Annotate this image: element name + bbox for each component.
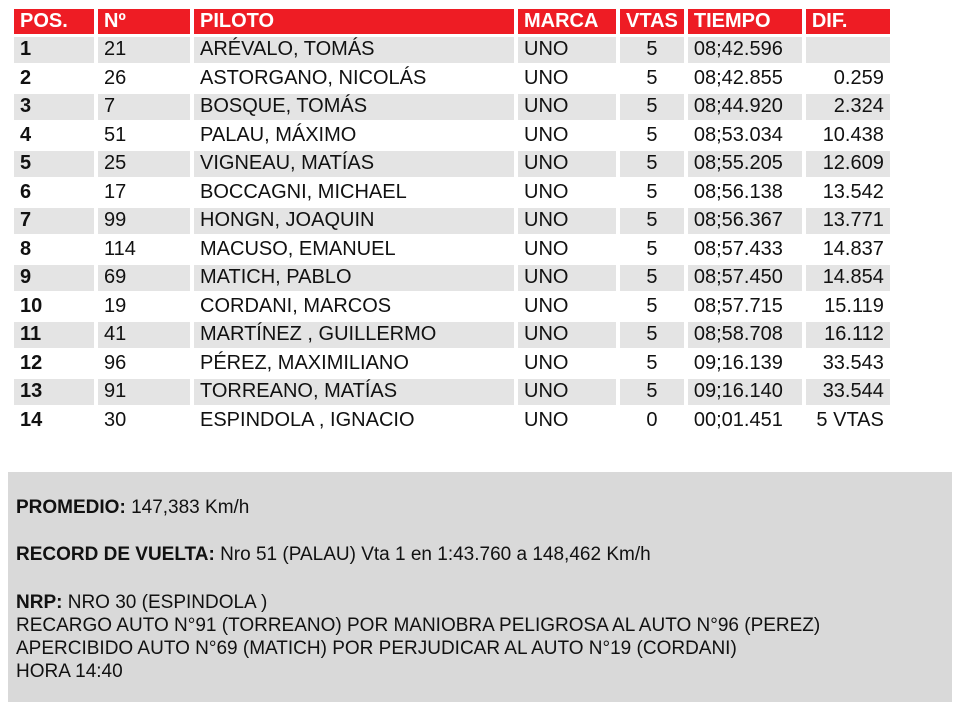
results-body (14, 37, 890, 433)
nrp-label: NRP: (16, 592, 63, 613)
cell-dif: 5 VTAS (806, 408, 890, 434)
record-label: RECORD DE VUELTA: (16, 544, 215, 565)
table-row (14, 265, 890, 291)
cell-number: 99 (98, 208, 190, 234)
cell-pos: 11 (14, 322, 94, 348)
cell-tiempo: 08;55.205 (688, 151, 802, 177)
cell-dif: 12.609 (806, 151, 890, 177)
table-row (14, 351, 890, 377)
cell-tiempo: 09;16.139 (688, 351, 802, 377)
cell-piloto: MARTÍNEZ , GUILLERMO (194, 322, 514, 348)
header-num: Nº (98, 9, 190, 34)
hora-line: HORA 14:40 (16, 661, 123, 682)
cell-marca: UNO (518, 180, 616, 206)
cell-pos: 12 (14, 351, 94, 377)
cell-tiempo: 08;57.433 (688, 237, 802, 263)
cell-marca: UNO (518, 322, 616, 348)
cell-vtas: 5 (620, 37, 684, 63)
table-row (14, 66, 890, 92)
record-value: Nro 51 (PALAU) Vta 1 en 1:43.760 a 148,462 Km/h (220, 544, 651, 565)
cell-dif: 14.837 (806, 237, 890, 263)
cell-piloto: MATICH, PABLO (194, 265, 514, 291)
promedio-label: PROMEDIO: (16, 497, 126, 518)
cell-number: 26 (98, 66, 190, 92)
table-row (14, 408, 890, 434)
record-line (16, 543, 651, 566)
cell-marca: UNO (518, 123, 616, 149)
cell-marca: UNO (518, 265, 616, 291)
cell-tiempo: 08;44.920 (688, 94, 802, 120)
cell-piloto: VIGNEAU, MATÍAS (194, 151, 514, 177)
cell-vtas: 5 (620, 294, 684, 320)
cell-vtas: 5 (620, 151, 684, 177)
cell-dif: 13.771 (806, 208, 890, 234)
cell-piloto: ASTORGANO, NICOLÁS (194, 66, 514, 92)
cell-number: 25 (98, 151, 190, 177)
cell-marca: UNO (518, 66, 616, 92)
table-row (14, 180, 890, 206)
cell-tiempo: 08;42.596 (688, 37, 802, 63)
cell-pos: 1 (14, 37, 94, 63)
cell-pos: 10 (14, 294, 94, 320)
cell-number: 21 (98, 37, 190, 63)
cell-tiempo: 09;16.140 (688, 379, 802, 405)
cell-piloto: BOCCAGNI, MICHAEL (194, 180, 514, 206)
cell-number: 7 (98, 94, 190, 120)
cell-vtas: 5 (620, 265, 684, 291)
cell-number: 91 (98, 379, 190, 405)
cell-tiempo: 08;57.715 (688, 294, 802, 320)
cell-piloto: PÉREZ, MAXIMILIANO (194, 351, 514, 377)
cell-pos: 13 (14, 379, 94, 405)
apercibido-line: APERCIBIDO AUTO N°69 (MATICH) POR PERJUDICAR AL AUTO N°19 (CORDANI) (16, 638, 737, 659)
cell-piloto: PALAU, MÁXIMO (194, 123, 514, 149)
table-row (14, 379, 890, 405)
nrp-value: NRO 30 (ESPINDOLA ) (67, 592, 268, 613)
cell-number: 41 (98, 322, 190, 348)
header-piloto: PILOTO (194, 9, 514, 34)
cell-marca: UNO (518, 379, 616, 405)
table-row (14, 151, 890, 177)
cell-number: 114 (98, 237, 190, 263)
recargo-line: RECARGO AUTO N°91 (TORREANO) POR MANIOBRA PELIGROSA AL AUTO N°96 (PEREZ) (16, 615, 821, 636)
cell-pos: 6 (14, 180, 94, 206)
table-row (14, 37, 890, 63)
cell-dif: 13.542 (806, 180, 890, 206)
cell-tiempo: 08;57.450 (688, 265, 802, 291)
cell-pos: 14 (14, 408, 94, 434)
cell-marca: UNO (518, 94, 616, 120)
cell-vtas: 5 (620, 66, 684, 92)
cell-number: 19 (98, 294, 190, 320)
cell-tiempo: 08;56.367 (688, 208, 802, 234)
cell-pos: 9 (14, 265, 94, 291)
table-row (14, 322, 890, 348)
cell-tiempo: 08;53.034 (688, 123, 802, 149)
table-row (14, 237, 890, 263)
nrp-line (16, 591, 267, 614)
cell-piloto: MACUSO, EMANUEL (194, 237, 514, 263)
cell-pos: 3 (14, 94, 94, 120)
cell-pos: 5 (14, 151, 94, 177)
cell-dif: 33.544 (806, 379, 890, 405)
cell-vtas: 5 (620, 237, 684, 263)
cell-vtas: 5 (620, 322, 684, 348)
cell-number: 17 (98, 180, 190, 206)
cell-piloto: ARÉVALO, TOMÁS (194, 37, 514, 63)
cell-pos: 7 (14, 208, 94, 234)
cell-tiempo: 08;56.138 (688, 180, 802, 206)
table-row (14, 94, 890, 120)
table-row (14, 208, 890, 234)
cell-marca: UNO (518, 237, 616, 263)
table-header-row (14, 9, 890, 34)
cell-number: 51 (98, 123, 190, 149)
cell-tiempo: 00;01.451 (688, 408, 802, 434)
cell-marca: UNO (518, 208, 616, 234)
race-notes (8, 472, 952, 702)
cell-marca: UNO (518, 408, 616, 434)
header-marca: MARCA (518, 9, 616, 34)
cell-vtas: 5 (620, 123, 684, 149)
cell-number: 30 (98, 408, 190, 434)
cell-vtas: 5 (620, 94, 684, 120)
cell-dif: 10.438 (806, 123, 890, 149)
cell-marca: UNO (518, 151, 616, 177)
cell-vtas: 5 (620, 208, 684, 234)
cell-pos: 8 (14, 237, 94, 263)
cell-pos: 4 (14, 123, 94, 149)
cell-dif: 0.259 (806, 66, 890, 92)
cell-dif (806, 37, 890, 63)
cell-piloto: CORDANI, MARCOS (194, 294, 514, 320)
cell-piloto: HONGN, JOAQUIN (194, 208, 514, 234)
cell-dif: 15.119 (806, 294, 890, 320)
cell-piloto: ESPINDOLA , IGNACIO (194, 408, 514, 434)
table-row (14, 123, 890, 149)
cell-tiempo: 08;58.708 (688, 322, 802, 348)
cell-dif: 2.324 (806, 94, 890, 120)
cell-vtas: 5 (620, 180, 684, 206)
promedio-line (16, 496, 249, 519)
cell-number: 69 (98, 265, 190, 291)
header-dif: DIF. (806, 9, 890, 34)
promedio-value: 147,383 Km/h (131, 497, 250, 518)
cell-dif: 14.854 (806, 265, 890, 291)
cell-piloto: BOSQUE, TOMÁS (194, 94, 514, 120)
cell-tiempo: 08;42.855 (688, 66, 802, 92)
cell-vtas: 5 (620, 379, 684, 405)
cell-marca: UNO (518, 294, 616, 320)
cell-marca: UNO (518, 351, 616, 377)
cell-piloto: TORREANO, MATÍAS (194, 379, 514, 405)
header-tiempo: TIEMPO (688, 9, 802, 34)
cell-pos: 2 (14, 66, 94, 92)
header-vtas: VTAS (620, 9, 684, 34)
cell-dif: 33.543 (806, 351, 890, 377)
cell-vtas: 0 (620, 408, 684, 434)
table-row (14, 294, 890, 320)
results-table (10, 6, 894, 436)
cell-number: 96 (98, 351, 190, 377)
header-pos: POS. (14, 9, 94, 34)
cell-dif: 16.112 (806, 322, 890, 348)
cell-vtas: 5 (620, 351, 684, 377)
cell-marca: UNO (518, 37, 616, 63)
